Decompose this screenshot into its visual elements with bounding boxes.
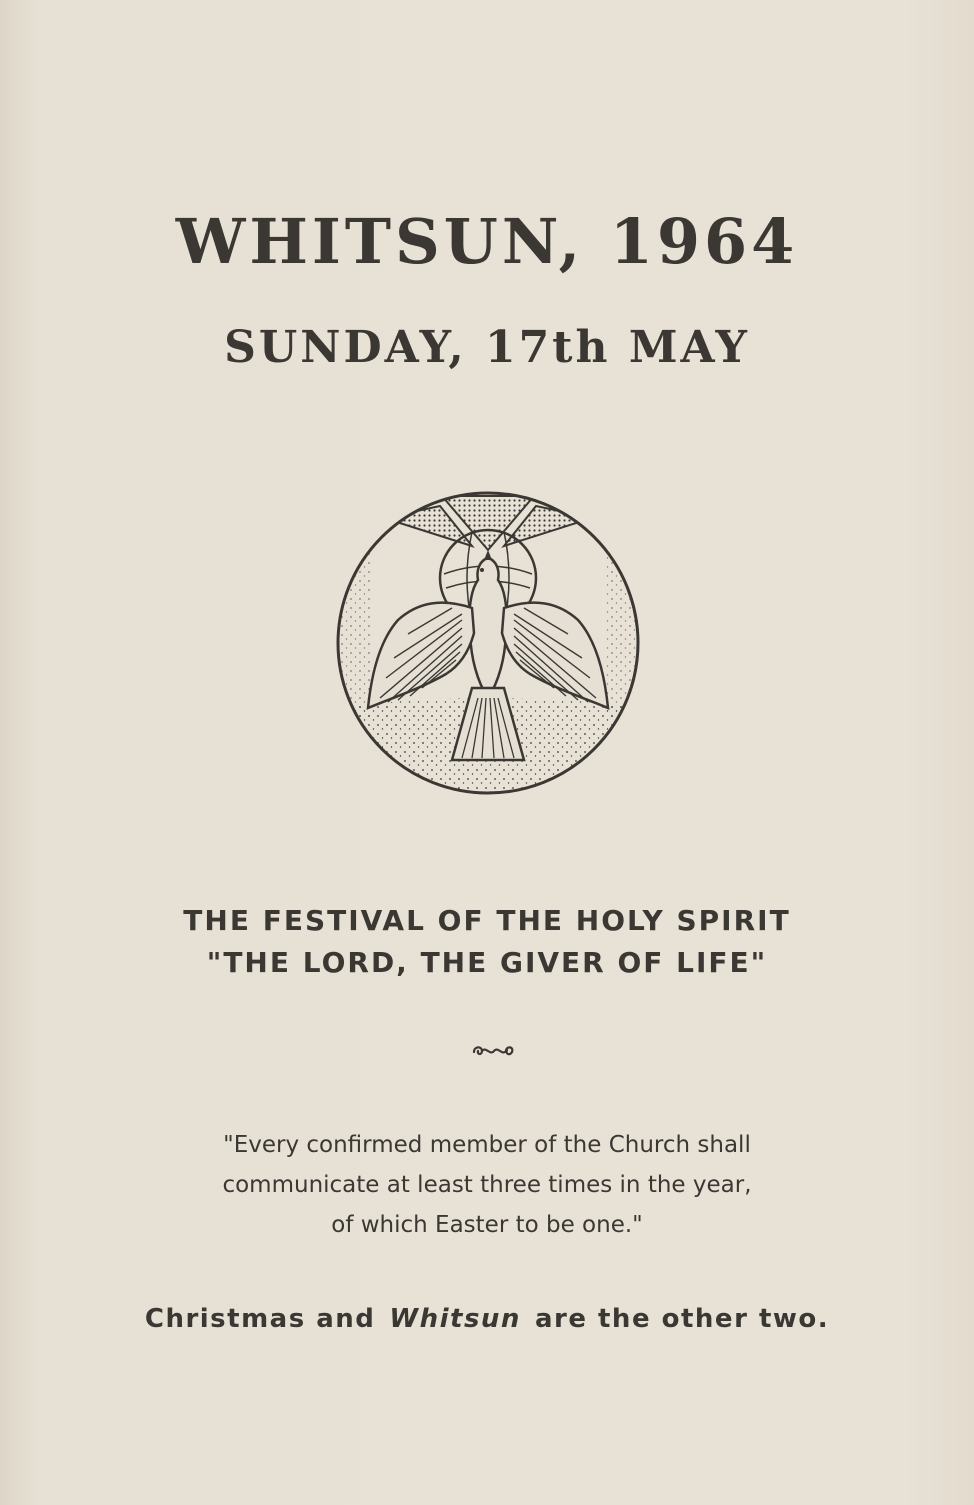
festival-line-1: THE FESTIVAL OF THE HOLY SPIRIT: [183, 904, 791, 937]
festival-heading: [0, 900, 974, 984]
date-subtitle: SUNDAY, 17th MAY: [224, 322, 750, 373]
closing-part-1: Christmas and: [144, 1304, 376, 1334]
quote-line-1: "Every confirmed member of the Church shall: [223, 1132, 751, 1158]
quote-line-2: communicate at least three times in the year,: [222, 1172, 752, 1198]
closing-part-2: are the other two.: [534, 1304, 830, 1334]
closing-statement: [0, 1304, 974, 1334]
quote-block: [0, 1125, 974, 1245]
page-title: WHITSUN, 1964: [175, 205, 799, 278]
festival-line-2: "THE LORD, THE GIVER OF LIFE": [206, 946, 768, 979]
quote-line-3: of which Easter to be one.": [331, 1212, 643, 1238]
closing-emphasis: Whitsun: [389, 1304, 521, 1334]
dove-emblem-icon: [322, 488, 654, 798]
flourish-ornament-icon: [470, 1040, 516, 1060]
